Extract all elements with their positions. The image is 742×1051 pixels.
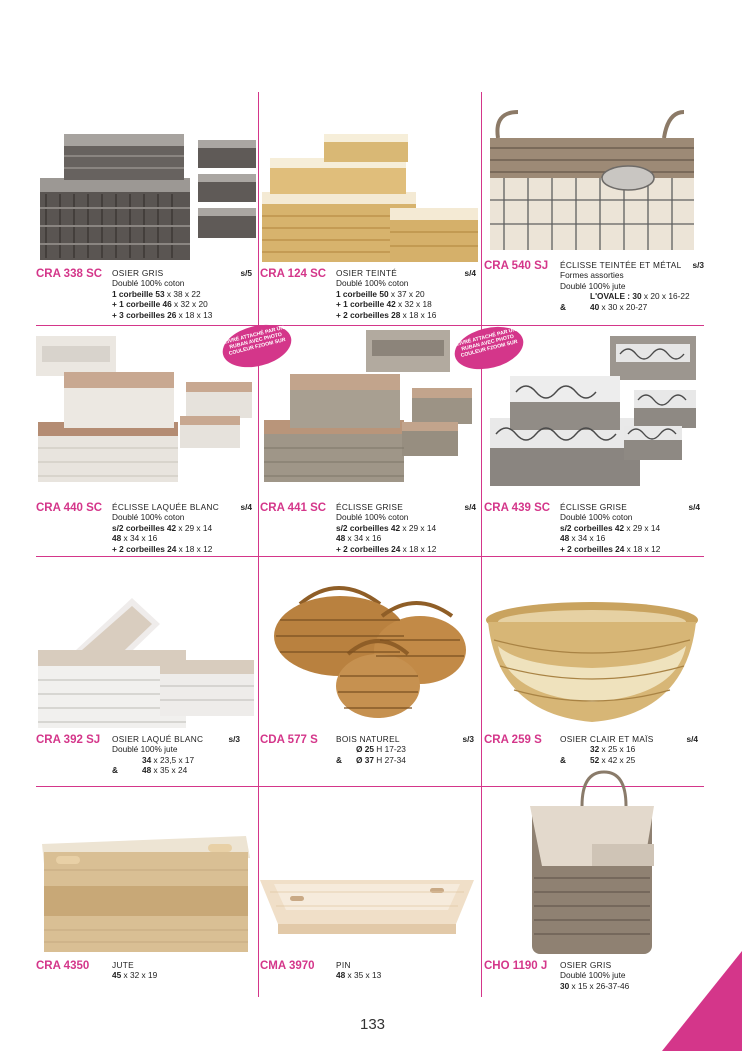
spec-bold: 1 corbeille 50 xyxy=(336,288,389,299)
product-title: BOIS NATUREL xyxy=(336,734,400,744)
spec-line xyxy=(336,289,484,299)
product-code: CHO 1190 J xyxy=(484,960,548,972)
spec-bold: Ø 37 xyxy=(356,754,374,765)
spec-line xyxy=(336,523,484,533)
product-description xyxy=(336,268,484,320)
product-photo xyxy=(36,590,260,732)
spec-line xyxy=(336,544,484,554)
spec-line xyxy=(112,544,260,554)
product-code: CRA 4350 xyxy=(36,960,90,972)
spec-rest: x 32 x 20 xyxy=(171,299,208,310)
product-title: OSIER CLAIR ET MAÏS xyxy=(560,734,654,744)
spec-bold: 40 xyxy=(590,301,600,312)
spec-rest: x 18 x 12 xyxy=(624,543,661,554)
product-title: JUTE xyxy=(112,960,134,970)
spec-rest: H 27-34 xyxy=(374,754,406,765)
spec-line xyxy=(336,299,484,309)
spec-line xyxy=(112,289,260,299)
product-title: OSIER LAQUÉ BLANC xyxy=(112,734,204,744)
set-count: s/3 xyxy=(692,260,704,270)
product-photo xyxy=(484,108,708,254)
spec-rest: x 15 x 26-37-46 xyxy=(569,980,630,991)
spec-line xyxy=(336,533,484,543)
spec-line xyxy=(112,278,260,288)
product-photo xyxy=(260,330,484,490)
spec-rest: x 29 x 14 xyxy=(176,522,213,533)
spec-rest: x 37 x 20 xyxy=(388,288,425,299)
spec-rest: x 32 x 18 xyxy=(395,299,432,310)
spec-bold: 32 xyxy=(590,744,600,755)
product-code: CMA 3970 xyxy=(260,960,315,972)
divider-row-2 xyxy=(36,556,704,557)
spec-rest: x 32 x 19 xyxy=(121,970,158,981)
product-title: OSIER GRIS xyxy=(112,268,164,278)
product-description xyxy=(336,734,484,765)
spec-text: Doublé 100% jute xyxy=(560,280,626,291)
product-code: CRA 338 SC xyxy=(36,268,103,280)
spec-line xyxy=(560,302,708,312)
spec-text: Doublé 100% jute xyxy=(560,970,626,981)
product-photo xyxy=(484,596,708,732)
spec-bold: + 2 corbeilles 28 xyxy=(336,309,401,320)
spec-bold: 34 xyxy=(142,754,152,765)
product-description xyxy=(560,502,708,554)
spec-line xyxy=(560,533,708,543)
spec-line xyxy=(112,310,260,320)
delivery-badge: LIVRÉ ATTACHÉ PAR UN RUBAN AVEC PHOTO COULEUR FZOOM SUR xyxy=(450,320,528,376)
set-count: s/4 xyxy=(688,502,700,512)
product-code: CRA 439 SC xyxy=(484,502,551,514)
set-count: s/3 xyxy=(228,734,240,744)
spec-line xyxy=(112,755,260,765)
spec-bold: 48 xyxy=(112,533,122,544)
spec-bold: 45 xyxy=(112,970,122,981)
spec-rest: x 38 x 22 xyxy=(164,288,201,299)
spec-rest: x 18 x 13 xyxy=(176,309,213,320)
spec-bold: 48 xyxy=(142,765,152,776)
product-title: PIN xyxy=(336,960,351,970)
spec-line xyxy=(560,512,708,522)
spec-rest: x 18 x 16 xyxy=(400,309,437,320)
spec-rest: x 29 x 14 xyxy=(400,522,437,533)
spec-bold: 52 xyxy=(590,754,600,765)
spec-line xyxy=(112,523,260,533)
product-description xyxy=(336,502,484,554)
product-description xyxy=(336,960,484,981)
spec-line xyxy=(560,270,708,280)
product-photo xyxy=(36,830,260,956)
delivery-badge: LIVRÉ ATTACHÉ PAR UN RUBAN AVEC PHOTO COULEUR FZOOM SUR xyxy=(218,318,296,374)
product-code: CRA 441 SC xyxy=(260,502,327,514)
spec-rest: x 34 x 16 xyxy=(569,533,606,544)
spec-line xyxy=(112,765,260,775)
spec-line xyxy=(560,544,708,554)
spec-text: Doublé 100% jute xyxy=(112,744,178,755)
spec-line xyxy=(560,755,708,765)
product-code: CDA 577 S xyxy=(260,734,318,746)
spec-amp: & xyxy=(560,301,566,312)
product-title: ÉCLISSE GRISE xyxy=(560,502,628,512)
product-description xyxy=(560,260,708,312)
spec-line xyxy=(336,310,484,320)
product-code: CRA 440 SC xyxy=(36,502,103,514)
spec-line xyxy=(336,970,484,980)
product-description xyxy=(112,268,260,320)
spec-line xyxy=(112,970,260,980)
spec-amp: & xyxy=(336,754,342,765)
product-code: CRA 259 S xyxy=(484,734,542,746)
product-description xyxy=(112,734,260,776)
spec-rest: x 23,5 x 17 xyxy=(151,754,195,765)
divider-row-1 xyxy=(36,325,704,326)
spec-bold: + 2 corbeilles 24 xyxy=(336,543,401,554)
product-title: ÉCLISSE GRISE xyxy=(336,502,404,512)
spec-bold: L'OVALE : 30 xyxy=(590,291,642,302)
spec-bold: 48 xyxy=(560,533,570,544)
spec-rest: x 34 x 16 xyxy=(121,533,158,544)
product-description xyxy=(112,960,260,981)
spec-text: Doublé 100% coton xyxy=(336,512,409,523)
set-count: s/3 xyxy=(462,734,474,744)
spec-rest: x 42 x 25 xyxy=(599,754,636,765)
spec-bold: s/2 corbeilles 42 xyxy=(112,522,177,533)
spec-line xyxy=(112,512,260,522)
spec-line xyxy=(112,299,260,309)
spec-text: Doublé 100% coton xyxy=(560,512,633,523)
product-title: ÉCLISSE LAQUÉE BLANC xyxy=(112,502,219,512)
spec-bold: Ø 25 xyxy=(356,744,374,755)
product-photo xyxy=(260,866,484,938)
page-number: 133 xyxy=(360,1016,386,1033)
spec-bold: 30 xyxy=(560,980,570,991)
set-count: s/4 xyxy=(686,734,698,744)
set-count: s/4 xyxy=(464,268,476,278)
spec-rest: H 17-23 xyxy=(374,744,406,755)
product-title: OSIER GRIS xyxy=(560,960,612,970)
product-code: CRA 124 SC xyxy=(260,268,327,280)
spec-line xyxy=(336,755,484,765)
corner-decoration xyxy=(662,951,742,1051)
set-count: s/5 xyxy=(240,268,252,278)
spec-line xyxy=(336,744,484,754)
spec-rest: x 35 x 24 xyxy=(151,765,188,776)
spec-amp: & xyxy=(560,754,566,765)
spec-rest: x 35 x 13 xyxy=(345,970,382,981)
spec-bold: 1 corbeille 53 xyxy=(112,288,165,299)
spec-text: Doublé 100% coton xyxy=(112,278,185,289)
product-photo xyxy=(260,580,484,730)
spec-text: Doublé 100% coton xyxy=(112,512,185,523)
spec-text: Formes assorties xyxy=(560,270,624,281)
spec-line xyxy=(560,744,708,754)
spec-rest: x 18 x 12 xyxy=(176,543,213,554)
spec-line xyxy=(336,512,484,522)
spec-bold: 48 xyxy=(336,533,346,544)
product-code: CRA 540 SJ xyxy=(484,260,549,272)
product-photo xyxy=(484,766,708,956)
spec-text: Doublé 100% coton xyxy=(336,278,409,289)
product-description xyxy=(560,734,708,765)
set-count: s/4 xyxy=(240,502,252,512)
spec-line xyxy=(336,278,484,288)
product-title: ÉCLISSE TEINTÉE ET MÉTAL xyxy=(560,260,682,270)
product-photo xyxy=(484,330,708,490)
spec-bold: + 1 corbeille 42 xyxy=(336,299,396,310)
spec-rest: x 20 x 16-22 xyxy=(641,291,690,302)
spec-bold: s/2 corbeilles 42 xyxy=(336,522,401,533)
product-photo xyxy=(36,128,260,268)
spec-bold: s/2 corbeilles 42 xyxy=(560,522,625,533)
spec-rest: x 34 x 16 xyxy=(345,533,382,544)
product-photo xyxy=(260,128,484,268)
spec-bold: + 3 corbeilles 26 xyxy=(112,309,177,320)
spec-rest: x 29 x 14 xyxy=(624,522,661,533)
spec-bold: + 1 corbeille 46 xyxy=(112,299,172,310)
set-count: s/4 xyxy=(464,502,476,512)
spec-line xyxy=(112,744,260,754)
spec-bold: + 2 corbeilles 24 xyxy=(560,543,625,554)
spec-rest: x 25 x 16 xyxy=(599,744,636,755)
product-title: OSIER TEINTÉ xyxy=(336,268,398,278)
spec-rest: x 30 x 20-27 xyxy=(599,301,648,312)
spec-line xyxy=(560,281,708,291)
spec-rest: x 18 x 12 xyxy=(400,543,437,554)
spec-bold: + 2 corbeilles 24 xyxy=(112,543,177,554)
product-code: CRA 392 SJ xyxy=(36,734,101,746)
product-description xyxy=(112,502,260,554)
spec-line xyxy=(112,533,260,543)
spec-amp: & xyxy=(112,765,118,776)
spec-bold: 48 xyxy=(336,970,346,981)
spec-line xyxy=(560,291,708,301)
spec-line xyxy=(560,523,708,533)
